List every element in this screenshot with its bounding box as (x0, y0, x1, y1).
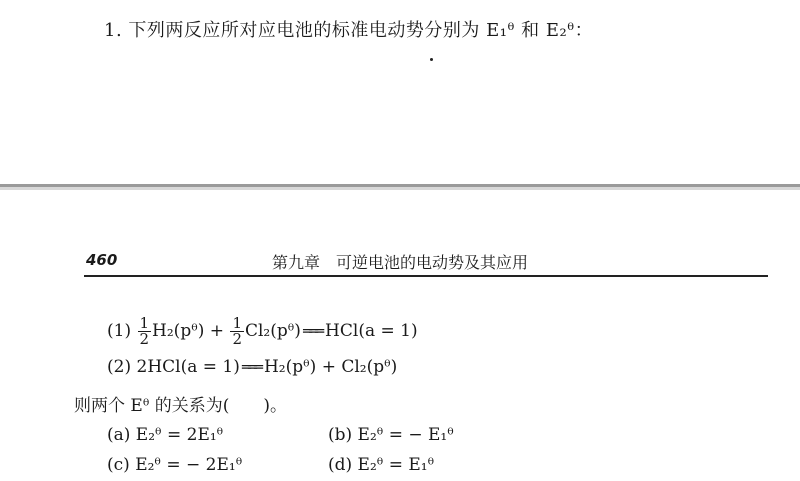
equilibrium-sign: ═══ (302, 322, 322, 340)
question-header: 1. 下列两反应所对应电池的标准电动势分别为 E₁ᶿ 和 E₂ᶿ： (104, 20, 594, 41)
reaction-1-product: HCl(a = 1) (325, 321, 418, 341)
option-a[interactable]: (a) E₂ᶿ = 2E₁ᶿ (107, 425, 224, 445)
page-divider-shadow (0, 187, 800, 190)
reaction-1-hydrogen: H₂(pᶿ) + (152, 321, 225, 341)
reaction-2-label: (2) (107, 357, 132, 377)
reaction-2-product: H₂(pᶿ) + Cl₂(pᶿ) (263, 357, 398, 377)
chapter-title: 第九章 可逆电池的电动势及其应用 (272, 253, 529, 272)
option-d[interactable]: (d) E₂ᶿ = E₁ᶿ (328, 455, 435, 475)
option-b[interactable]: (b) E₂ᶿ = − E₁ᶿ (328, 425, 454, 445)
reaction-2-reactant: 2HCl(a = 1) (136, 357, 240, 377)
page-number: 460 (86, 251, 118, 269)
reaction-1 (107, 316, 418, 347)
equilibrium-sign: ═══ (241, 358, 260, 376)
reaction-1-label: (1) (107, 321, 132, 341)
fraction-half-1: $\frac{1}{2}$ (139, 314, 150, 348)
reaction-1-chlorine: Cl₂(pᶿ) (244, 321, 301, 341)
reaction-2 (107, 357, 397, 377)
stray-dot (430, 58, 433, 61)
option-c[interactable]: (c) E₂ᶿ = − 2E₁ᶿ (107, 455, 243, 475)
header-rule (84, 275, 768, 277)
fraction-half-2: $\frac{1}{2}$ (232, 314, 242, 348)
question-stem: 则两个 Eᶿ 的关系为( )。 (74, 396, 288, 416)
